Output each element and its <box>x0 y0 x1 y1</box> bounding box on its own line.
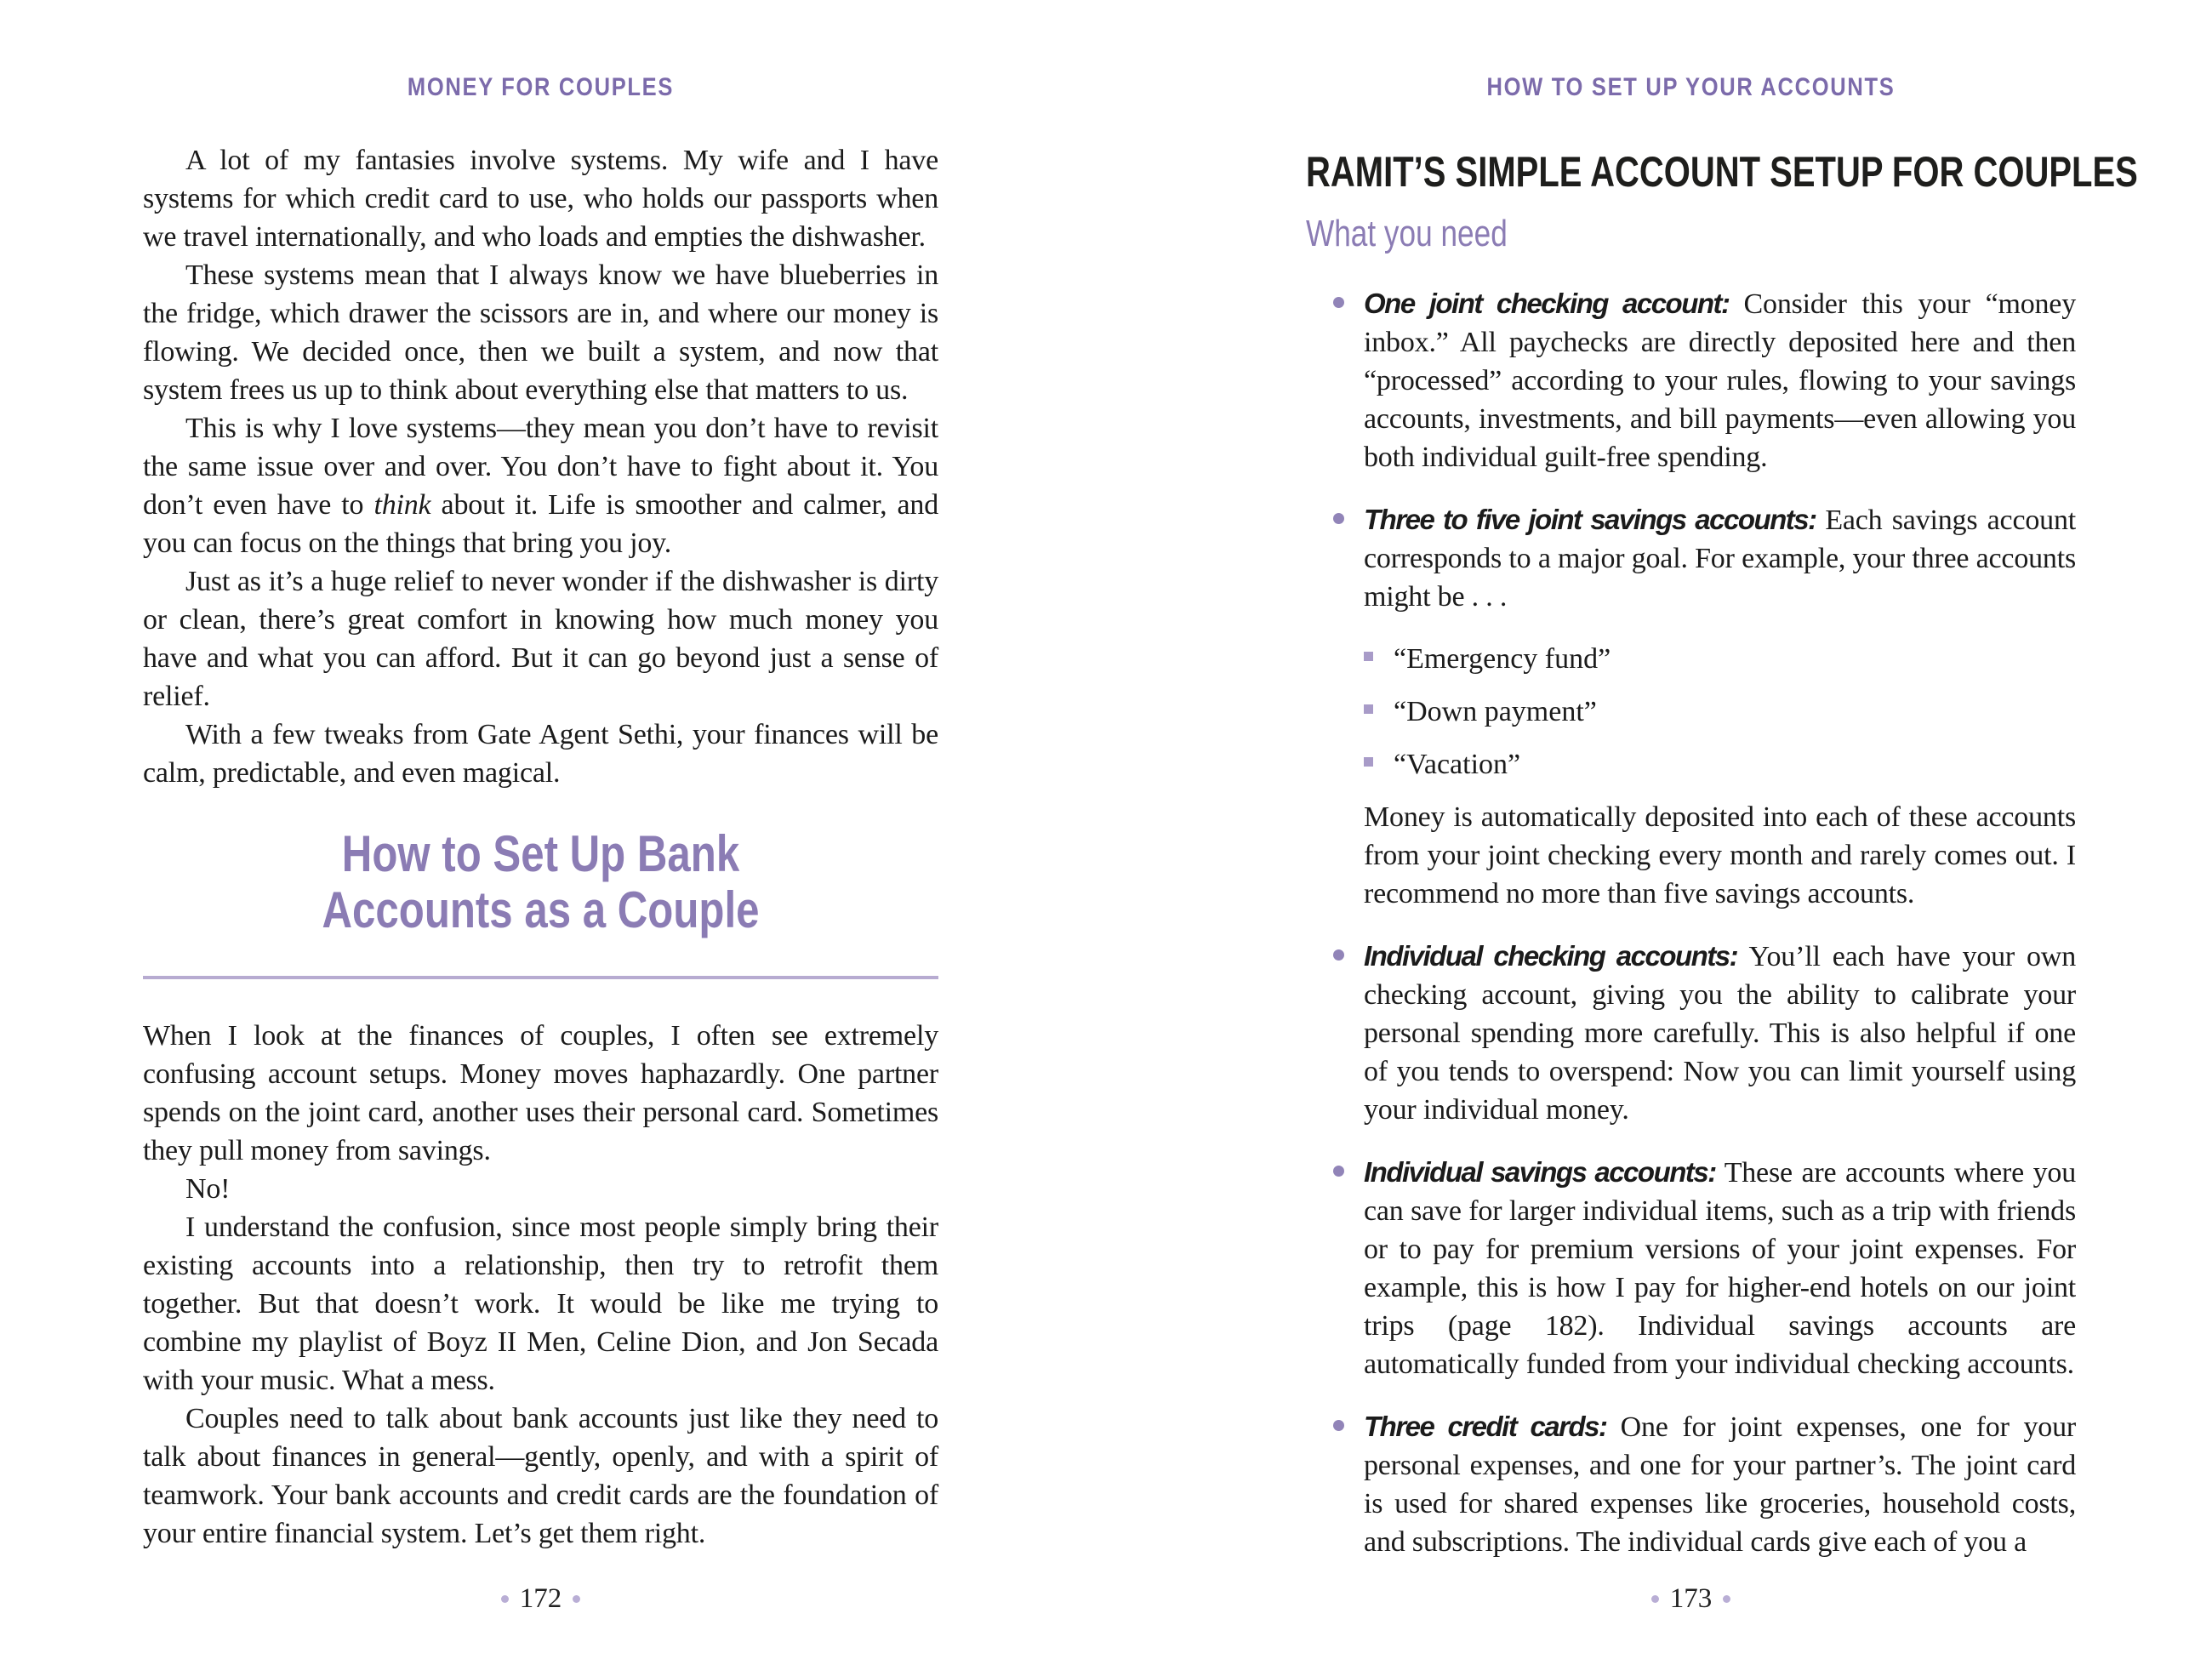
paragraph: I understand the confusion, since most people simply bring their existing accounts into a relationship, then try to retrofit them together. But that doesn’t work. It would be like me trying to combine my playlist of Boyz II Men, Celine Dion, and Jon Secada with your music. What a mess. <box>143 1211 938 1396</box>
bullet-item <box>1306 1153 2076 1383</box>
bullet-item <box>1306 500 2076 616</box>
page-number: 172 <box>519 1583 562 1614</box>
bullet-list <box>1306 284 2076 616</box>
right-folio <box>1306 1583 2076 1615</box>
chapter-title-line2: Accounts as a Couple <box>322 881 760 938</box>
bullet-item <box>1306 1407 2076 1561</box>
bullet-dot-icon <box>1333 297 1344 308</box>
bullet-square-icon <box>1364 704 1373 714</box>
section-title: RAMIT’S SIMPLE ACCOUNT SETUP FOR COUPLES <box>1306 148 2138 196</box>
bullet-dot-icon <box>1333 1420 1344 1431</box>
bullet-text: One for joint expenses, one for your personal expenses, and one for your partner’s. The joint card is used for shared expenses like groceries, household costs, and subscriptions. The individual cards give each of you a <box>1364 1411 2076 1558</box>
paragraph-text: about it. Life is smoother and calmer, and you can focus on the things that bring you joy. <box>143 489 938 559</box>
folio-dot-icon <box>1723 1595 1730 1603</box>
paragraph: These systems mean that I always know we have blueberries in the fridge, which drawer the scissors are in, and where our money is flowing. We decided once, then we built a system, and now that system frees us up to think about everything else that matters to us. <box>143 259 938 406</box>
italic-word: think <box>373 489 431 521</box>
paragraph: When I look at the finances of couples, I often see extremely confusing account setups. Money moves haphazardly. One partner spends on the joint card, another uses their personal card. Sometimes they pull money from savings. <box>143 1020 938 1166</box>
left-folio <box>143 1583 938 1615</box>
bullet-lead: Three credit cards: <box>1364 1411 1621 1442</box>
sub-bullet-text: “Emergency fund” <box>1394 643 1611 675</box>
sub-bullet-text: “Down payment” <box>1394 696 1597 727</box>
bullet-square-icon <box>1364 757 1373 767</box>
chapter-title-line1: How to Set Up Bank <box>341 825 740 882</box>
bullet-lead: One joint checking account: <box>1364 288 1744 319</box>
bullet-dot-icon <box>1333 1166 1344 1177</box>
bullet-item <box>1306 284 2076 476</box>
sub-bullet-text: “Vacation” <box>1394 749 1521 780</box>
bullet-text: Consider this your “money inbox.” All paychecks are directly deposited here and then “processed” according to your rules, flowing to your savings accounts, investments, and bill payments—even allowing you both individual guilt-free spending. <box>1364 288 2077 473</box>
paragraph: With a few tweaks from Gate Agent Sethi, your finances will be calm, predictable, and even magical. <box>143 719 938 789</box>
bullet-square-icon <box>1364 652 1373 661</box>
bullet-dot-icon <box>1333 513 1344 524</box>
left-body-bottom <box>143 1017 938 1553</box>
bullet-text: These are accounts where you can save for larger individual items, such as a trip with friends or to pay for premium versions of your joint expenses. For example, this is how I pay for higher-end hotels on our joint trips (page 182). Individual savings accounts are automatically funded from your individual checking accounts. <box>1364 1157 2076 1380</box>
bullet-lead: Three to five joint savings accounts: <box>1364 504 1826 535</box>
left-running-head: MONEY FOR COUPLES <box>407 73 675 101</box>
chapter-divider <box>143 976 938 979</box>
paragraph <box>143 409 938 562</box>
sub-bullet-item <box>1364 640 2076 678</box>
paragraph: Couples need to talk about bank accounts just like they need to talk about finances in general—gently, openly, and with a spirit of teamwork. Your bank accounts and credit cards are the foundation of your entire financial system. Let’s get them right. <box>143 1403 938 1549</box>
bullet-item <box>1306 937 2076 1129</box>
sub-bullet-item <box>1364 693 2076 731</box>
bullet-continuation: Money is automatically deposited into each of these accounts from your joint checking every month and rarely comes out. I recommend no more than five savings accounts. <box>1364 801 2076 909</box>
paragraph: No! <box>185 1173 231 1205</box>
folio-dot-icon <box>501 1595 509 1603</box>
folio-dot-icon <box>573 1595 580 1603</box>
right-page <box>1106 0 2212 1659</box>
page-number: 173 <box>1669 1583 1713 1614</box>
bullet-text: Each savings account corresponds to a major goal. For example, your three accounts might be . . . <box>1364 505 2076 613</box>
left-body-top <box>143 141 938 792</box>
paragraph: A lot of my fantasies involve systems. My wife and I have systems for which credit card to use, who holds our passports when we travel internationally, and who loads and empties the dishwasher. <box>143 145 938 253</box>
bullet-lead: Individual checking accounts: <box>1364 940 1749 972</box>
chapter-title <box>214 826 867 938</box>
bullet-lead: Individual savings accounts: <box>1364 1156 1725 1188</box>
bullet-dot-icon <box>1333 949 1344 961</box>
bullet-list <box>1306 937 2076 1561</box>
sub-bullet-list <box>1364 640 2076 784</box>
right-running-head: HOW TO SET UP YOUR ACCOUNTS <box>1486 73 1896 101</box>
subsection-title: What you need <box>1306 213 1508 254</box>
paragraph: Just as it’s a huge relief to never wonder if the dishwasher is dirty or clean, there’s great comfort in knowing how much money you have and what you can afford. But it can go beyond just a sense of relief. <box>143 566 938 712</box>
folio-dot-icon <box>1651 1595 1659 1603</box>
paragraph-text: This is why I love systems—they mean you don’t have to revisit the same issue over and over. You don’t have to fight about it. You don’t even have to <box>143 413 938 521</box>
bullet-text: You’ll each have your own checking account, giving you the ability to calibrate your personal spending more carefully. This is also helpful if one of you tends to overspend: Now you can limit yourself using your individual money. <box>1364 941 2077 1126</box>
sub-bullet-item <box>1364 745 2076 784</box>
